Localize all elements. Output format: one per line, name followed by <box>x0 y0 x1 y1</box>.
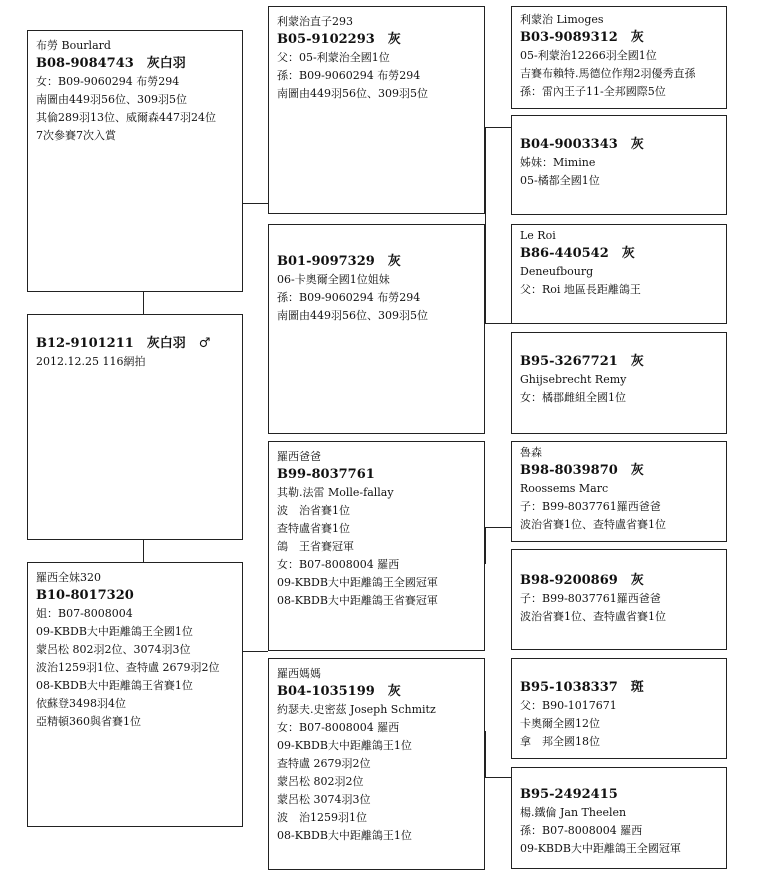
pedigree-note: 卡奧爾全國12位 <box>520 717 600 730</box>
ring-number: B98-9200869 灰 <box>520 573 644 588</box>
pedigree-note: 7次參賽7次入賞 <box>36 129 116 142</box>
pedigree-note: 其勒.法雷 Molle-fallay <box>277 486 394 499</box>
pedigree-note: 波治省賽1位、查特盧省賽1位 <box>520 518 666 531</box>
pedigree-box-dam-dam <box>268 658 485 870</box>
pedigree-note: 子：B99-8037761羅西爸爸 <box>520 592 661 605</box>
pedigree-note: 依蘇登3498羽4位 <box>36 697 126 710</box>
ring-number: B10-8017320 <box>36 588 134 603</box>
ring-number: B98-8039870 灰 <box>520 463 644 478</box>
breeder-name: 羅西爸爸 <box>277 450 321 463</box>
pedigree-note: 南圖由449羽56位、309羽5位 <box>277 309 428 322</box>
pedigree-note: 09-KBDB大中距離鴿王1位 <box>277 739 412 752</box>
ring-number: B04-9003343 灰 <box>520 137 644 152</box>
pedigree-box-sire <box>27 30 243 292</box>
pedigree-note: 波 治1259羽1位 <box>277 811 367 824</box>
pedigree-note: 08-KBDB大中距離鴿王1位 <box>277 829 412 842</box>
pedigree-note: 蒙呂松 802羽2位、3074羽3位 <box>36 643 191 656</box>
pedigree-note: 南圖由449羽56位、309羽5位 <box>277 87 428 100</box>
ring-number: B01-9097329 灰 <box>277 254 401 269</box>
pedigree-note: 波治省賽1位、查特盧省賽1位 <box>520 610 666 623</box>
pedigree-note: 08-KBDB大中距離鴿王省賽1位 <box>36 679 193 692</box>
pedigree-note: 孫：雷內王子11-全邦國際5位 <box>520 85 666 98</box>
pedigree-note: 孫：B09-9060294 布勞294 <box>277 291 421 304</box>
pedigree-box-g3-8 <box>511 767 727 869</box>
ring-number: B08-9084743 灰白羽 <box>36 56 186 71</box>
breeder-name: 利蒙治直子293 <box>277 15 353 28</box>
pedigree-note: 查特盧 2679羽2位 <box>277 757 371 770</box>
pedigree-box-g3-4 <box>511 332 727 434</box>
pedigree-note: Ghijsebrecht Remy <box>520 373 627 386</box>
pedigree-note: 子：B99-8037761羅西爸爸 <box>520 500 661 513</box>
connector <box>485 323 511 324</box>
pedigree-note: 波治1259羽1位、查特盧 2679羽2位 <box>36 661 220 674</box>
breeder-name: 羅西全妹320 <box>36 571 101 584</box>
ring-number: B04-1035199 灰 <box>277 684 401 699</box>
pedigree-note: 蒙呂松 802羽2位 <box>277 775 364 788</box>
pedigree-box-dam <box>27 562 243 827</box>
pedigree-note: Deneufbourg <box>520 265 594 278</box>
pedigree-box-g3-3 <box>511 224 727 324</box>
pedigree-box-g3-5 <box>511 441 727 542</box>
pedigree-note: 女：B07-8008004 羅西 <box>277 721 400 734</box>
breeder-name: 利蒙治 Limoges <box>520 13 604 26</box>
connector <box>485 527 511 528</box>
connector <box>143 292 144 314</box>
pedigree-note: 蒙呂松 3074羽3位 <box>277 793 371 806</box>
breeder-name: Le Roi <box>520 229 556 242</box>
pedigree-note: 05-橘都全國1位 <box>520 174 600 187</box>
connector <box>485 777 511 778</box>
pedigree-note: 09-KBDB大中距離鴿王全國冠軍 <box>277 576 438 589</box>
breeder-name: 羅西媽媽 <box>277 667 321 680</box>
pedigree-note: 08-KBDB大中距離鴿王省賽冠軍 <box>277 594 438 607</box>
breeder-name: 布勞 Bourlard <box>36 39 111 52</box>
ring-number: B95-1038337 斑 <box>520 680 644 695</box>
pedigree-box-g3-6 <box>511 549 727 650</box>
pedigree-box-sire-sire <box>268 6 485 214</box>
pedigree-note: 亞精頓360與省賽1位 <box>36 715 141 728</box>
ring-number: B95-2492415 <box>520 787 618 802</box>
pedigree-note: 父：B90-1017671 <box>520 699 617 712</box>
breeder-name: 魯森 <box>520 446 542 459</box>
connector <box>485 527 486 564</box>
pedigree-note: 吉賽布賴特.馬德位作翔2羽優秀直孫 <box>520 67 696 80</box>
pedigree-note: 南圖由449羽56位、309羽5位 <box>36 93 187 106</box>
pedigree-note: 09-KBDB大中距離鴿王全國冠軍 <box>520 842 681 855</box>
connector <box>143 540 144 562</box>
pedigree-note: 孫：B09-9060294 布勞294 <box>277 69 421 82</box>
connector <box>242 203 268 204</box>
pedigree-note: 06-卡奧爾全國1位姐妹 <box>277 273 390 286</box>
ring-number: B03-9089312 灰 <box>520 30 644 45</box>
pedigree-note: 孫：B07-8008004 羅西 <box>520 824 643 837</box>
pedigree-box-subject <box>27 314 243 540</box>
pedigree-note: 查特盧省賽1位 <box>277 522 350 535</box>
pedigree-note: 女：B07-8008004 羅西 <box>277 558 400 571</box>
connector <box>485 731 486 777</box>
connector <box>485 127 511 128</box>
pedigree-note: 父：05-利蒙治全國1位 <box>277 51 390 64</box>
ring-number: B12-9101211 灰白羽 ♂ <box>36 336 211 351</box>
ring-number: B99-8037761 <box>277 467 375 482</box>
pedigree-box-g3-2 <box>511 115 727 215</box>
connector <box>485 127 486 323</box>
ring-number: B95-3267721 灰 <box>520 354 644 369</box>
pedigree-note: 鴿 王省賽冠軍 <box>277 540 354 553</box>
pedigree-note: 波 治省賽1位 <box>277 504 350 517</box>
pedigree-note: 09-KBDB大中距離鴿王全國1位 <box>36 625 193 638</box>
pedigree-note: 女：B09-9060294 布勞294 <box>36 75 180 88</box>
pedigree-note: 其倫289羽13位、威爾森447羽24位 <box>36 111 216 124</box>
pedigree-box-dam-sire <box>268 441 485 651</box>
pedigree-note: 父：Roi 地區長距離鴿王 <box>520 283 641 296</box>
pedigree-note: 楊.鐵倫 Jan Theelen <box>520 806 627 819</box>
pedigree-box-g3-1 <box>511 6 727 109</box>
connector <box>242 651 268 652</box>
pedigree-note: 2012.12.25 116網拍 <box>36 355 146 368</box>
pedigree-note: 拿 邦全國18位 <box>520 735 600 748</box>
pedigree-box-sire-dam <box>268 224 485 434</box>
pedigree-note: 姊妹：Mimine <box>520 156 596 169</box>
pedigree-note: 姐：B07-8008004 <box>36 607 133 620</box>
ring-number: B86-440542 灰 <box>520 246 635 261</box>
pedigree-note: 約瑟夫.史密茲 Joseph Schmitz <box>277 703 436 716</box>
pedigree-box-g3-7 <box>511 658 727 759</box>
pedigree-note: 05-利蒙治12266羽全國1位 <box>520 49 657 62</box>
ring-number: B05-9102293 灰 <box>277 32 401 47</box>
pedigree-note: Roossems Marc <box>520 482 609 495</box>
pedigree-note: 女：橘郡雌組全國1位 <box>520 391 626 404</box>
